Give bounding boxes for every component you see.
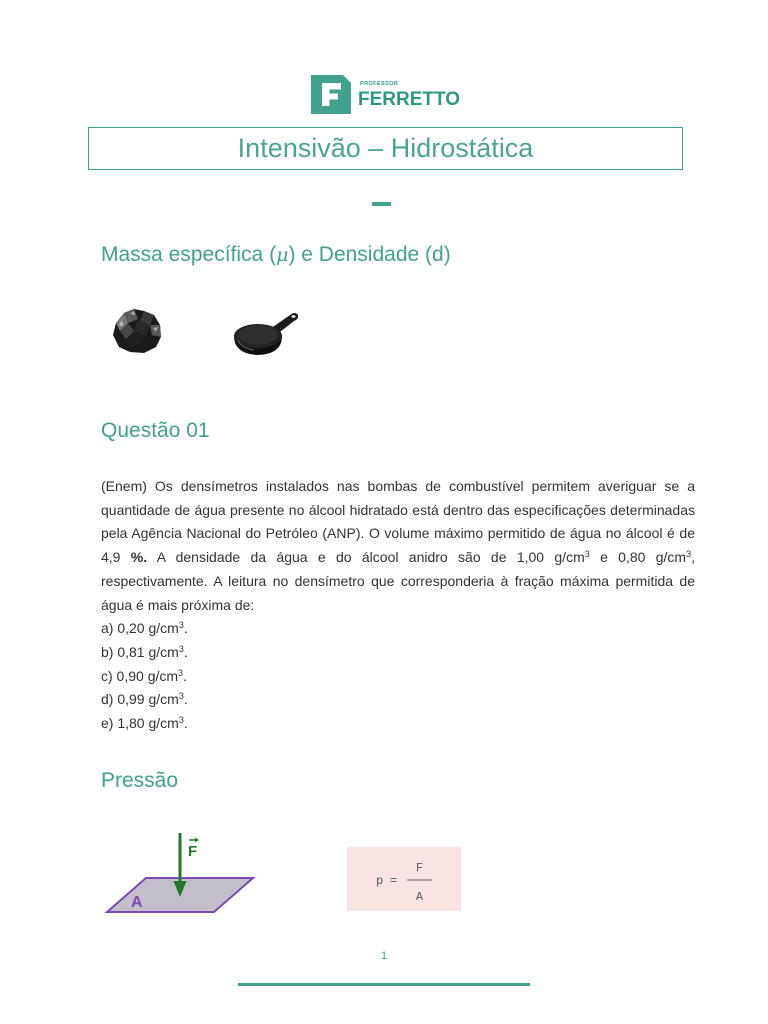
footer-rule bbox=[238, 983, 530, 986]
coal-icon bbox=[110, 305, 163, 356]
force-label: F bbox=[188, 843, 198, 860]
pressure-diagram bbox=[100, 826, 260, 918]
statement-part: (Enem) Os densímetros instalados nas bombas de combustível permitem averiguar se a quantidade de água presente no álcool hidratado está dentro das especificações determinadas pela Agência Nacional do Petróleo (ANP). O volume máximo permitido de água no álcool é de 4,9 bbox=[101, 478, 695, 566]
pressure-heading: Pressão bbox=[101, 769, 179, 792]
density-heading-end: ) e Densidade (d) bbox=[288, 243, 451, 266]
option-end: . bbox=[183, 620, 188, 637]
logo-name: FERRETTO bbox=[358, 89, 461, 110]
superscript: 3 bbox=[686, 549, 692, 560]
option-a bbox=[101, 617, 695, 641]
option-c bbox=[101, 665, 695, 689]
mu-symbol: μ bbox=[276, 244, 289, 266]
statement-part: , respectivamente. A leitura no densímetro que corresponderia à fração máxima permitida de água é mais próxima de: bbox=[101, 549, 695, 613]
option-e bbox=[101, 712, 695, 736]
option-d bbox=[101, 688, 695, 712]
ferretto-logo-icon bbox=[311, 75, 351, 114]
frying-pan-icon bbox=[232, 309, 300, 357]
pan-interior bbox=[238, 326, 278, 345]
option-text: c) 0,90 g/cm bbox=[101, 667, 179, 684]
density-heading-start: Massa específica ( bbox=[101, 243, 277, 266]
option-end: . bbox=[183, 691, 188, 708]
superscript: 3 bbox=[178, 691, 184, 702]
superscript: 3 bbox=[178, 620, 184, 631]
area-label: A bbox=[131, 894, 143, 911]
option-text: b) 0,81 g/cm bbox=[101, 643, 179, 660]
option-text: e) 1,80 g/cm bbox=[101, 715, 179, 732]
statement-bold-part: %. bbox=[130, 549, 148, 566]
formula-denominator: A bbox=[415, 890, 424, 904]
question-heading: Questão 01 bbox=[101, 419, 210, 442]
statement-part: A densidade da água e do álcool anidro são de 1,00 g/cm bbox=[147, 549, 585, 566]
question-body bbox=[101, 475, 695, 736]
vector-arrow-head bbox=[195, 838, 199, 843]
title-box bbox=[88, 127, 683, 170]
page-title: Intensivão – Hidrostática bbox=[237, 133, 534, 163]
pressure-formula-box bbox=[347, 847, 461, 911]
title-divider bbox=[372, 202, 391, 206]
pressure-formula bbox=[347, 847, 461, 911]
option-end: . bbox=[183, 643, 188, 660]
option-b bbox=[101, 641, 695, 665]
pan-handle-hole bbox=[292, 315, 296, 317]
statement-part: e 0,80 g/cm bbox=[589, 549, 687, 566]
option-text: d) 0,99 g/cm bbox=[101, 691, 179, 708]
superscript: 3 bbox=[584, 549, 590, 560]
question-statement bbox=[101, 475, 695, 617]
option-end: . bbox=[183, 715, 188, 732]
logo-tagline: PROFESSOR bbox=[360, 81, 399, 87]
formula-numerator: F bbox=[415, 861, 424, 875]
option-end: . bbox=[183, 667, 187, 684]
formula-lhs: p bbox=[376, 874, 384, 888]
density-heading bbox=[101, 242, 451, 268]
superscript: 3 bbox=[178, 667, 184, 678]
formula-operator: = bbox=[390, 874, 398, 888]
option-text: a) 0,20 g/cm bbox=[101, 620, 179, 637]
page-number: 1 bbox=[380, 950, 388, 962]
superscript: 3 bbox=[178, 715, 184, 726]
superscript: 3 bbox=[178, 643, 184, 654]
